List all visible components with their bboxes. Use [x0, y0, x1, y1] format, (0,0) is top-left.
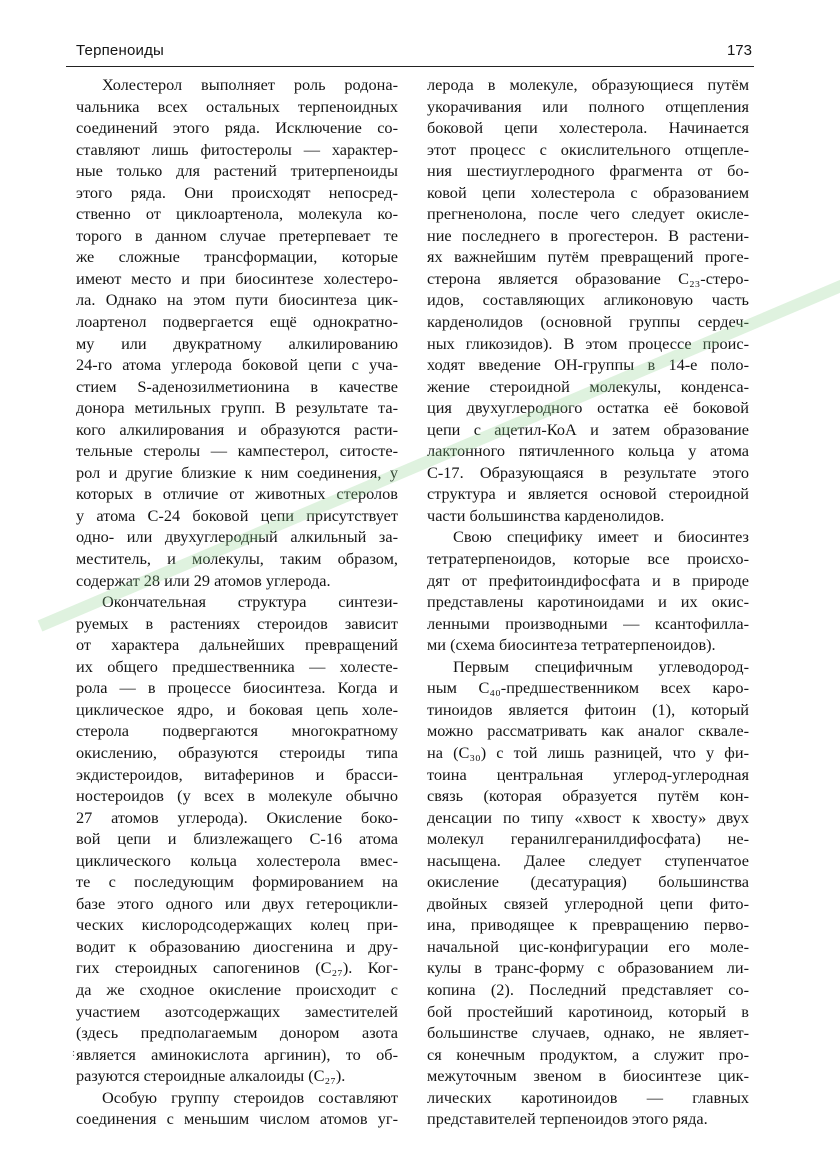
- text-line: ях важнейшим путём превращений проге-: [427, 247, 749, 267]
- text-line: представлены каротиноидами и их окис-: [427, 592, 749, 612]
- text-line: руемых в растениях стероидов зависит: [76, 613, 398, 633]
- text-line: этого ряда. Они происходят непосред-: [76, 182, 398, 202]
- text-line: экдистероидов, витаферинов и брасси-: [76, 764, 398, 784]
- text-line: окисление (десатурация) большинства: [427, 872, 749, 892]
- text-line: имеют место и при биосинтезе холестеро-: [76, 268, 398, 288]
- text-line: денсации по типу «хвост к хвосту» двух: [427, 807, 749, 827]
- text-line: ставляют лишь фитостеролы — характер-: [76, 139, 398, 159]
- text-line: копина (2). Последний представляет со-: [427, 979, 749, 999]
- page-number: 173: [726, 42, 752, 59]
- text-line: является аминокислота аргинин), то об-: [76, 1044, 398, 1064]
- text-line: структура и является основой стероидной: [427, 484, 749, 504]
- text-line: да же сходное окисление происходит с: [76, 979, 398, 999]
- text-line: тельные стеролы — кампестерол, ситосте-: [76, 441, 398, 461]
- text-line: ные только для растений тритерпеноиды: [76, 161, 398, 181]
- text-line: вой цепи и близлежащего С-16 атома: [76, 829, 398, 849]
- text-line: Холестерол выполняет роль родона-: [102, 75, 398, 94]
- text-line: можно рассматривать как аналог сквале-: [427, 721, 749, 741]
- text-line: стерона является образование C₂₃-стеро-: [427, 268, 749, 288]
- text-line: стерола подвергаются многократному: [76, 721, 398, 741]
- text-line: ходят введение ОН-группы в 14-е поло-: [427, 355, 749, 375]
- text-line: лактонного пятичленного кольца у атома: [427, 441, 749, 461]
- text-line: бой простейший каротиноид, который в: [427, 1001, 749, 1021]
- text-line: Свою специфику имеет и биосинтез: [453, 527, 749, 547]
- text-line: цепи с ацетил-КоА и затем образование: [427, 419, 749, 439]
- text-line: дят от префитоиндифосфата и в природе: [427, 570, 749, 590]
- text-line: ковой цепи холестерола с образованием: [427, 182, 749, 202]
- text-line: кого алкилирования и образуются расти-: [76, 419, 398, 439]
- text-line: этот процесс с окислительного отщепле-: [427, 139, 749, 159]
- text-line: 27 атомов углерода). Окисление боко-: [76, 807, 398, 827]
- text-line: ция двухуглеродного остатка её боковой: [427, 398, 749, 418]
- text-line: (здесь предполагаемым донором азота: [76, 1023, 398, 1043]
- text-line: тоина центральная углерод-углеродная: [427, 764, 749, 784]
- text-line: молекул геранилгеранилдифосфата) не-: [427, 829, 749, 849]
- text-line: идов, составляющих агликоновую часть: [427, 290, 749, 310]
- text-line: 24-го атома углерода боковой цепи с уча-: [76, 355, 398, 375]
- text-line: ние последнего в прогестерон. В растени-: [427, 225, 749, 245]
- text-line: ния шестиуглеродного фрагмента от бо-: [427, 161, 749, 181]
- text-line: торого в данном случае претерпевает те: [76, 225, 398, 245]
- text-line: которых в отличие от животных стеролов: [76, 484, 398, 504]
- text-line: на (C₃₀) с той лишь разницей, что у фи-: [427, 742, 749, 762]
- text-line: укорачивания или полного отщепления: [427, 96, 749, 116]
- text-line: лоартенол подвергается ещё однократно-: [76, 312, 398, 332]
- right-text-column: [427, 74, 749, 1130]
- text-line: ческих кислородсодержащих колец при-: [76, 915, 398, 935]
- text-line: базе этого одного или двух гетероцикли-: [76, 893, 398, 913]
- text-line: водит к образованию диосгенина и дру-: [76, 936, 398, 956]
- text-line: представителей терпеноидов этого ряда.: [427, 1109, 708, 1129]
- text-line: боковой цепи холестерола. Начинается: [427, 118, 749, 138]
- text-line: Окончательная структура синтези-: [102, 592, 398, 612]
- text-line: Первым специфичным углеводород-: [453, 656, 749, 676]
- text-line: карденолидов (основной группы сердеч-: [427, 312, 749, 332]
- text-line: связь (которая образуется путём кон-: [427, 786, 749, 806]
- running-header: [66, 40, 754, 67]
- text-line: их общего предшественника — холесте-: [76, 656, 398, 676]
- text-line: донора метильных групп. В результате та-: [76, 398, 398, 418]
- text-line: межуточным звеном в биосинтезе цик-: [427, 1066, 749, 1086]
- text-line: меститель, и молекулы, таким образом,: [76, 549, 398, 569]
- text-line: ных гликозидов). В этом процессе проис-: [427, 333, 749, 353]
- text-line: жение стероидной молекулы, конденса-: [427, 376, 749, 396]
- text-line: ным C₄₀-предшественником всех каро-: [427, 678, 749, 698]
- text-line: прегненолона, после чего следует окисле-: [427, 204, 749, 224]
- text-line: кулы в транс-форму с образованием ли-: [427, 958, 749, 978]
- text-line: разуются стероидные алкалоиды (C₂₇).: [76, 1066, 346, 1086]
- section-title: Терпеноиды: [76, 42, 165, 59]
- text-line: тиноидов является фитоин (1), который: [427, 699, 749, 719]
- text-line: окислению, образуются стероиды типа: [76, 742, 398, 762]
- text-line: части большинства карденолидов.: [427, 505, 665, 525]
- text-line: му или двукратному алкилированию: [76, 333, 398, 353]
- text-line: стием S-аденозилметионина в качестве: [76, 376, 398, 396]
- text-line: двойных связей углеродной цепи фито-: [427, 893, 749, 913]
- text-line: ина, приводящее к превращению перво-: [427, 915, 749, 935]
- text-line: участием азотсодержащих заместителей: [76, 1001, 398, 1021]
- text-line: циклического кольца холестерола вмес-: [76, 850, 398, 870]
- text-line: лерода в молекуле, образующиеся путём: [427, 75, 749, 94]
- text-line: ственно от циклоартенола, молекула ко-: [76, 204, 398, 224]
- text-line: одно- или двухуглеродный алкильный за-: [76, 527, 398, 547]
- text-line: от характера дальнейших превращений: [76, 635, 398, 655]
- text-line: у атома С-24 боковой цепи присутствует: [76, 505, 398, 525]
- text-line: содержат 28 или 29 атомов углерода.: [76, 570, 331, 590]
- text-line: рол и другие близкие к ним соединения, у: [76, 462, 398, 482]
- text-line: гих стероидных сапогенинов (C₂₇). Ког-: [76, 958, 398, 978]
- text-line: ленными производными — ксантофилла-: [427, 613, 749, 633]
- text-line: те с последующим формированием на: [76, 872, 398, 892]
- text-line: ностероидов (у всех в молекуле обычно: [76, 786, 398, 806]
- text-line: ми (схема биосинтеза тетратерпеноидов).: [427, 635, 716, 655]
- text-line: ся конечным продуктом, а служит про-: [427, 1044, 749, 1064]
- text-line: рола — в процессе биосинтеза. Когда и: [76, 678, 398, 698]
- text-line: насыщена. Далее следует ступенчатое: [427, 850, 749, 870]
- text-line: циклическое ядро, и боковая цепь холе-: [76, 699, 398, 719]
- text-line: соединения с меньшим числом атомов уг-: [76, 1109, 398, 1129]
- text-line: же сложные трансформации, которые: [76, 247, 398, 267]
- text-line: начальной цис-конфигурации его моле-: [427, 936, 749, 956]
- text-line: лических каротиноидов — главных: [427, 1087, 749, 1107]
- text-line: большинстве случаев, однако, не являет-: [427, 1023, 749, 1043]
- text-line: С-17. Образующаяся в результате этого: [427, 462, 749, 482]
- text-line: соединений этого ряда. Исключение со-: [76, 118, 398, 138]
- text-line: Особую группу стероидов составляют: [102, 1087, 398, 1107]
- text-line: тетратерпеноидов, которые все происхо-: [427, 549, 749, 569]
- text-line: ла. Однако на этом пути биосинтеза цик-: [76, 290, 398, 310]
- text-line: чальника всех остальных терпеноидных: [76, 96, 398, 116]
- margin-mark: :: [72, 1047, 76, 1059]
- left-text-column: [76, 74, 398, 1130]
